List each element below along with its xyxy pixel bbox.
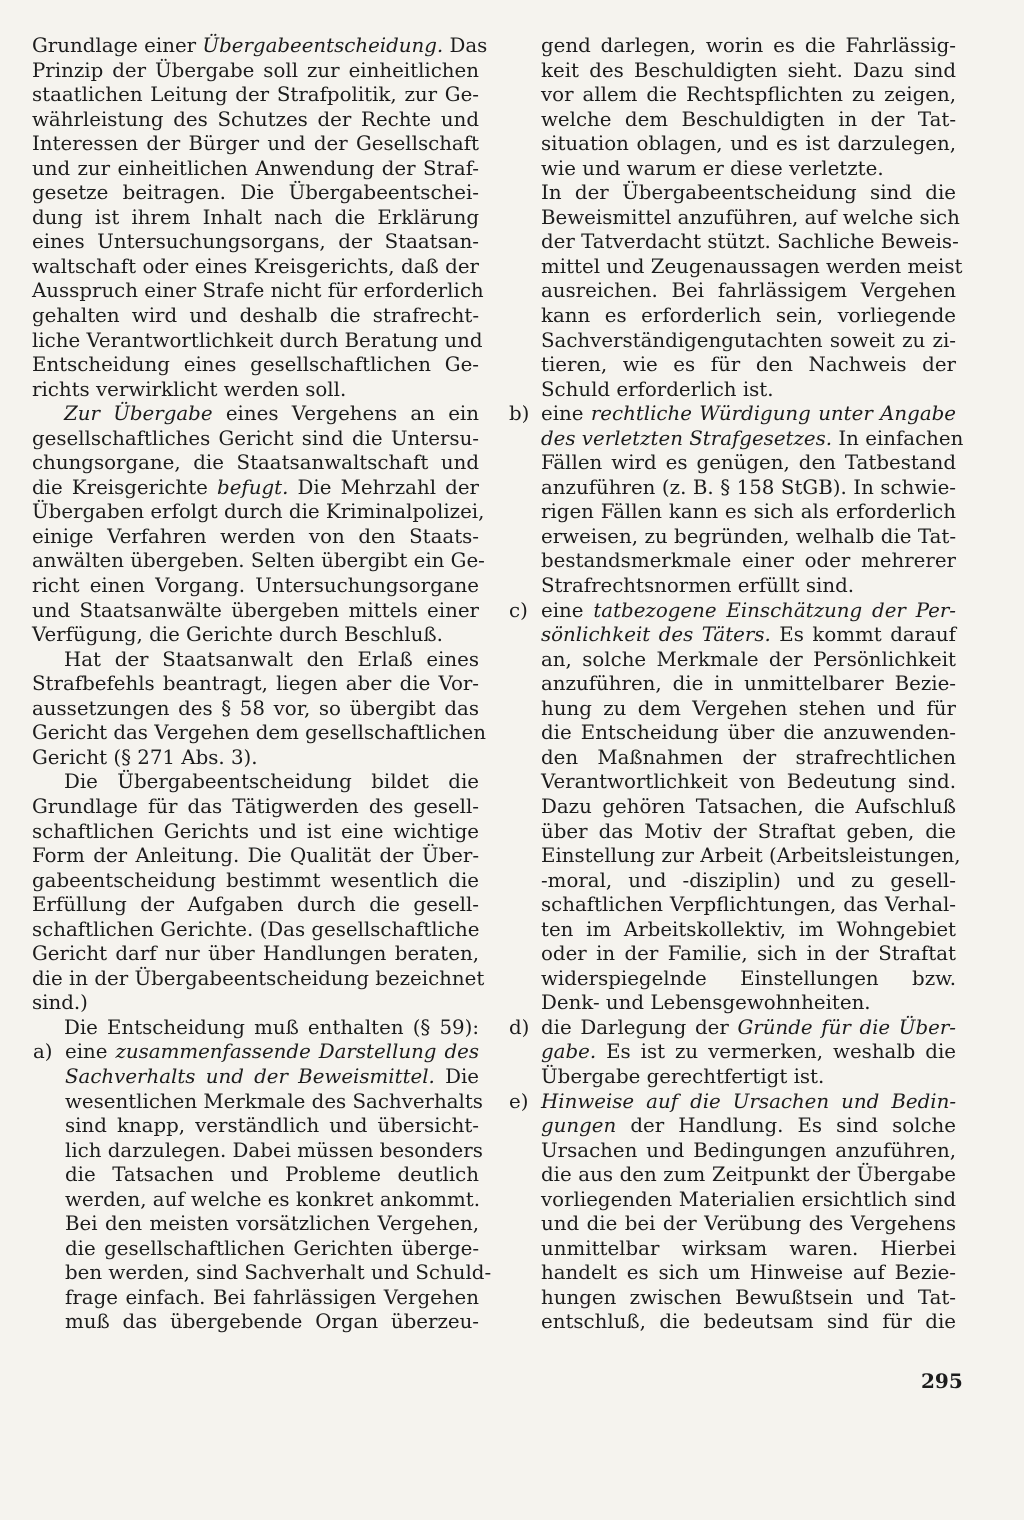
text-line — [32, 500, 485, 525]
right-text-column — [508, 34, 964, 1335]
text-line — [32, 1286, 479, 1311]
text-line-content: eine tatbezogene Einschätzung der Per- — [541, 598, 956, 622]
text-line — [508, 476, 956, 501]
text-line-content: bestandsmerkmale einer oder mehrerer — [541, 549, 956, 573]
text-line — [508, 549, 956, 574]
text-line — [508, 1310, 956, 1335]
text-line-content: Die Übergabeentscheidung bildet die — [64, 770, 479, 794]
text-line — [32, 206, 479, 231]
text-line-content: anwälten übergeben. Selten übergibt ein Ge- — [32, 549, 485, 573]
text-line — [508, 426, 964, 452]
text-line-content: schaftlichen Verpflichtungen, das Verhal- — [541, 893, 956, 917]
text-line-content: Einstellung zur Arbeit (Arbeitsleistungen, — [541, 844, 961, 868]
text-line — [32, 918, 479, 943]
text-line — [32, 157, 479, 182]
text-line-content: sind.) — [32, 991, 88, 1015]
text-line — [32, 59, 479, 84]
text-line — [508, 1139, 956, 1164]
text-line — [32, 893, 479, 918]
text-line — [32, 599, 479, 624]
text-line — [508, 869, 956, 894]
text-line-content: und Staatsanwälte übergeben mittels einer — [32, 598, 479, 622]
text-line — [32, 991, 479, 1016]
text-line-content: unmittelbar wirksam waren. Hierbei — [541, 1236, 956, 1260]
text-line — [32, 378, 479, 403]
text-line-content: staatlichen Leitung der Strafpolitik, zur Ge- — [32, 83, 479, 107]
text-line — [508, 1286, 956, 1311]
text-line-content: situation oblagen, und es ist darzulegen, — [541, 132, 956, 156]
text-line — [32, 966, 485, 992]
text-line-content: wesentlichen Merkmale des Sachverhalts — [65, 1089, 483, 1113]
text-line — [508, 230, 959, 255]
text-line — [32, 820, 479, 845]
text-line — [32, 844, 479, 869]
text-line — [508, 132, 956, 157]
text-line-content: entschluß, die bedeutsam sind für die — [541, 1310, 956, 1334]
list-item-label: b) — [509, 402, 530, 426]
text-line-content: Sachverständigengutachten soweit zu zi- — [541, 328, 956, 352]
text-line-content: Strafrechtsnormen erfüllt sind. — [541, 574, 855, 598]
text-line-content: Strafbefehls beantragt, liegen aber die Vor- — [32, 672, 479, 696]
text-line-content: Denk- und Lebensgewohnheiten. — [541, 991, 871, 1015]
text-line-content: Grundlage einer Übergabeentscheidung. Das — [32, 34, 488, 57]
text-line-content: Beweismittel anzuführen, auf welche sich — [541, 205, 960, 229]
text-line — [32, 255, 479, 280]
text-line-content: liche Verantwortlichkeit durch Beratung und — [32, 328, 483, 352]
text-line-content: die in der Übergabeentscheidung bezeichnet — [32, 966, 485, 990]
text-line-content: Ausspruch einer Strafe nicht für erforderlich — [32, 279, 484, 303]
text-line-content: kann es erforderlich sein, vorliegende — [541, 304, 956, 328]
text-line — [32, 869, 479, 894]
text-line — [32, 34, 488, 59]
text-line — [508, 991, 956, 1016]
text-line — [508, 648, 956, 673]
text-line — [508, 574, 956, 599]
text-line-content: ausreichen. Bei fahrlässigem Vergehen — [541, 279, 956, 303]
text-line — [32, 328, 483, 354]
text-line — [508, 770, 956, 795]
text-line-content: sind knapp, verständlich und übersicht- — [65, 1114, 479, 1138]
text-line — [32, 83, 479, 108]
text-line — [508, 918, 956, 943]
text-line — [508, 108, 956, 133]
text-line — [32, 795, 479, 820]
text-line — [508, 1163, 956, 1188]
text-line — [32, 108, 479, 133]
text-line — [508, 525, 956, 550]
text-line — [32, 623, 479, 648]
text-line — [32, 353, 479, 378]
text-line — [32, 132, 479, 157]
text-line — [508, 1090, 956, 1115]
text-line-content: Interessen der Bürger und der Gesellschaft — [32, 132, 479, 156]
text-line — [508, 205, 960, 231]
text-line — [32, 770, 479, 795]
text-line — [32, 697, 479, 722]
text-line-content: hungen zwischen Bewußtsein und Tat- — [541, 1285, 956, 1309]
text-line — [32, 525, 479, 550]
text-line — [508, 329, 956, 354]
text-line — [32, 427, 479, 452]
text-line-content: Die Entscheidung muß enthalten (§ 59): — [64, 1015, 479, 1039]
text-line-content: die aus den zum Zeitpunkt der Übergabe — [541, 1163, 956, 1187]
text-line-content: und die bei der Verübung des Vergehens — [541, 1212, 956, 1236]
text-line-content: keit des Beschuldigten sieht. Dazu sind — [541, 58, 956, 82]
text-line-content: oder in der Familie, sich in der Straftat — [541, 942, 956, 966]
text-line — [32, 721, 486, 746]
text-line-content: an, solche Merkmale der Persönlichkeit — [541, 647, 956, 671]
text-line — [508, 353, 956, 378]
text-line — [508, 1237, 956, 1262]
text-line — [32, 1040, 479, 1065]
text-line-content: Verantwortlichkeit von Bedeutung sind. — [541, 770, 956, 794]
text-line-content: des verletzten Strafgesetzes. In einfachen — [541, 426, 964, 450]
text-line — [32, 1188, 479, 1213]
text-line — [32, 1138, 483, 1164]
text-line-content: schaftlichen Gerichts und ist eine wichtige — [32, 819, 479, 843]
text-line — [32, 1261, 492, 1286]
text-line — [508, 279, 956, 304]
text-line-content: welche dem Beschuldigten in der Tat- — [541, 107, 956, 131]
text-line — [508, 500, 956, 525]
text-line-content: eine rechtliche Würdigung unter Angabe — [541, 402, 956, 426]
text-line — [508, 623, 956, 648]
text-line — [508, 795, 956, 820]
text-line — [32, 304, 479, 329]
text-line — [508, 1212, 956, 1237]
left-text-column — [32, 34, 492, 1335]
text-line-content: Hat der Staatsanwalt den Erlaß eines — [64, 647, 479, 671]
text-line — [508, 1016, 956, 1041]
text-line — [508, 451, 956, 476]
text-line-content: Übergabe gerechtfertigt ist. — [541, 1064, 825, 1088]
list-item-label: e) — [509, 1089, 529, 1113]
text-line-content: erweisen, zu begründen, welhalb die Tat- — [541, 524, 956, 548]
text-line-content: Form der Anleitung. Die Qualität der Über- — [32, 844, 479, 868]
text-line-content: dung ist ihrem Inhalt nach die Erklärung — [32, 205, 479, 229]
text-line — [32, 476, 479, 501]
text-line-content: eines Untersuchungsorgans, der Staatsan- — [32, 230, 479, 254]
text-line-content: der Tatverdacht stützt. Sachliche Beweis- — [541, 230, 959, 254]
text-line-content: anzuführen, die in unmittelbarer Bezie- — [541, 672, 956, 696]
text-line — [508, 83, 956, 108]
text-line — [508, 157, 956, 182]
text-line-content: Dazu gehören Tatsachen, die Aufschluß — [541, 794, 956, 818]
text-line-content: Schuld erforderlich ist. — [541, 377, 774, 401]
text-line-content: Übergaben erfolgt durch die Kriminalpolizei, — [32, 500, 485, 524]
text-line-content: mittel und Zeugenaussagen werden meist — [541, 254, 963, 278]
text-line — [508, 59, 956, 84]
text-line-content: Zur Übergabe eines Vergehens an ein — [64, 402, 479, 426]
text-line-content: die Kreisgerichte befugt. Die Mehrzahl der — [32, 475, 479, 499]
text-line-content: ten im Arbeitskollektiv, im Wohngebiet — [541, 917, 956, 941]
list-item-label: a) — [33, 1040, 53, 1064]
text-line-content: vorliegenden Materialien ersichtlich sind — [541, 1187, 956, 1211]
text-line-content: -moral, und -disziplin) und zu gesell- — [541, 868, 956, 892]
text-line — [508, 254, 963, 280]
text-line-content: gabe. Es ist zu vermerken, weshalb die — [541, 1040, 956, 1064]
text-line — [32, 942, 479, 967]
text-line — [508, 746, 956, 771]
text-line — [508, 1040, 956, 1065]
text-line-content: chungsorgane, die Staatsanwaltschaft und — [32, 451, 479, 475]
text-line-content: Gericht darf nur über Handlungen beraten, — [32, 942, 479, 966]
text-line — [508, 942, 956, 967]
text-line-content: über das Motiv der Straftat geben, die — [541, 819, 956, 843]
text-line — [508, 34, 956, 59]
text-line-content: waltschaft oder eines Kreisgerichts, daß der — [32, 254, 479, 278]
text-line — [508, 697, 956, 722]
text-line — [508, 672, 956, 697]
text-line-content: die Entscheidung über die anzuwenden- — [541, 721, 956, 745]
text-line — [32, 1163, 479, 1188]
text-line-content: die Darlegung der Gründe für die Über- — [541, 1015, 956, 1039]
text-line-content: werden, auf welche es konkret ankommt. — [65, 1187, 481, 1211]
text-line-content: einige Verfahren werden von den Staats- — [32, 524, 479, 548]
text-line — [508, 304, 956, 329]
text-line — [508, 967, 956, 992]
text-line-content: die gesellschaftlichen Gerichten überge- — [65, 1236, 479, 1260]
page-number: 295 — [921, 1369, 963, 1393]
text-line — [32, 746, 479, 771]
text-line-content: Gericht (§ 271 Abs. 3). — [32, 745, 258, 769]
text-line-content: muß das übergebende Organ überzeu- — [65, 1310, 479, 1334]
text-line-content: gend darlegen, worin es die Fahrlässig- — [541, 34, 956, 57]
text-line — [32, 1212, 479, 1237]
text-line-content: den Maßnahmen der strafrechtlichen — [541, 745, 956, 769]
text-line-content: schaftlichen Gerichte. (Das gesellschaftliche — [32, 917, 480, 941]
text-line — [32, 648, 479, 673]
text-line-content: gesetze beitragen. Die Übergabeentschei- — [32, 181, 479, 205]
text-line-content: gungen der Handlung. Es sind solche — [541, 1114, 956, 1138]
text-line-content: Fällen wird es genügen, den Tatbestand — [541, 451, 956, 475]
text-line-content: tieren, wie es für den Nachweis der — [541, 353, 956, 377]
text-line — [508, 1065, 956, 1090]
text-line-content: und zur einheitlichen Anwendung der Straf- — [32, 156, 479, 180]
text-line-content: frage einfach. Bei fahrlässigen Vergehen — [65, 1285, 479, 1309]
text-line — [508, 820, 956, 845]
text-line-content: lich darzulegen. Dabei müssen besonders — [65, 1138, 483, 1162]
text-line-content: rigen Fällen kann es sich als erforderlich — [541, 500, 956, 524]
text-line — [32, 549, 485, 574]
text-line-content: Bei den meisten vorsätzlichen Vergehen, — [65, 1212, 479, 1236]
text-line — [32, 1114, 479, 1139]
text-line-content: In der Übergabeentscheidung sind die — [541, 181, 956, 205]
text-line-content: sönlichkeit des Täters. Es kommt darauf — [541, 623, 956, 647]
text-line-content: ben werden, sind Sachverhalt und Schuld- — [65, 1261, 492, 1285]
text-line-content: Grundlage für das Tätigwerden des gesell- — [32, 794, 479, 818]
text-line-content: gesellschaftliches Gericht sind die Untersu- — [32, 426, 479, 450]
list-item-label: c) — [509, 598, 528, 622]
text-line — [508, 844, 961, 869]
text-line — [32, 230, 479, 255]
text-line — [508, 721, 956, 746]
text-line-content: gehalten wird und deshalb die strafrecht- — [32, 304, 479, 328]
text-line — [508, 1261, 956, 1286]
text-line-content: anzuführen (z. B. § 158 StGB). In schwie- — [541, 475, 956, 499]
text-line — [508, 181, 956, 206]
text-line — [32, 451, 479, 476]
text-line — [32, 1089, 483, 1115]
text-line-content: wie und warum er diese verletzte. — [541, 156, 884, 180]
list-item-label: d) — [509, 1015, 530, 1039]
text-line-content: Gericht das Vergehen dem gesellschaftlichen — [32, 721, 486, 745]
text-line-content: währleistung des Schutzes der Rechte und — [32, 107, 479, 131]
text-line-content: Prinzip der Übergabe soll zur einheitlichen — [32, 58, 479, 82]
text-line-content: Erfüllung der Aufgaben durch die gesell- — [32, 893, 479, 917]
text-line-content: richts verwirklicht werden soll. — [32, 377, 347, 401]
text-line-content: Ursachen und Bedingungen anzuführen, — [541, 1138, 956, 1162]
text-line — [508, 402, 956, 427]
text-line — [32, 279, 484, 304]
text-line — [32, 1016, 479, 1041]
text-line — [508, 378, 956, 403]
text-line-content: widerspiegelnde Einstellungen bzw. — [541, 966, 956, 990]
text-line — [32, 672, 479, 697]
text-line-content: die Tatsachen und Probleme deutlich — [65, 1163, 479, 1187]
text-line — [32, 1310, 479, 1335]
text-line — [32, 574, 479, 599]
text-line-content: handelt es sich um Hinweise auf Bezie- — [541, 1261, 956, 1285]
text-line-content: Sachverhalts und der Beweismittel. Die — [65, 1064, 479, 1088]
text-line-content: aussetzungen des § 58 vor, so übergibt das — [32, 696, 479, 720]
text-line — [508, 1114, 956, 1139]
text-line-content: eine zusammenfassende Darstellung des — [65, 1040, 479, 1064]
text-line — [32, 402, 479, 427]
text-line-content: vor allem die Rechtspflichten zu zeigen, — [541, 83, 956, 107]
text-line-content: hung zu dem Vergehen stehen und für — [541, 696, 956, 720]
text-line-content: Hinweise auf die Ursachen und Bedin- — [541, 1089, 956, 1113]
text-line — [508, 893, 956, 918]
text-line-content: richt einen Vorgang. Untersuchungsorgane — [32, 574, 479, 598]
text-line — [32, 181, 479, 206]
text-line — [32, 1065, 479, 1090]
text-line-content: Verfügung, die Gerichte durch Beschluß. — [32, 623, 443, 647]
text-line-content: Entscheidung eines gesellschaftlichen Ge- — [32, 353, 479, 377]
text-line-content: gabeentscheidung bestimmt wesentlich die — [32, 868, 479, 892]
text-line — [508, 599, 956, 624]
text-line — [508, 1188, 956, 1213]
text-line — [32, 1237, 479, 1262]
